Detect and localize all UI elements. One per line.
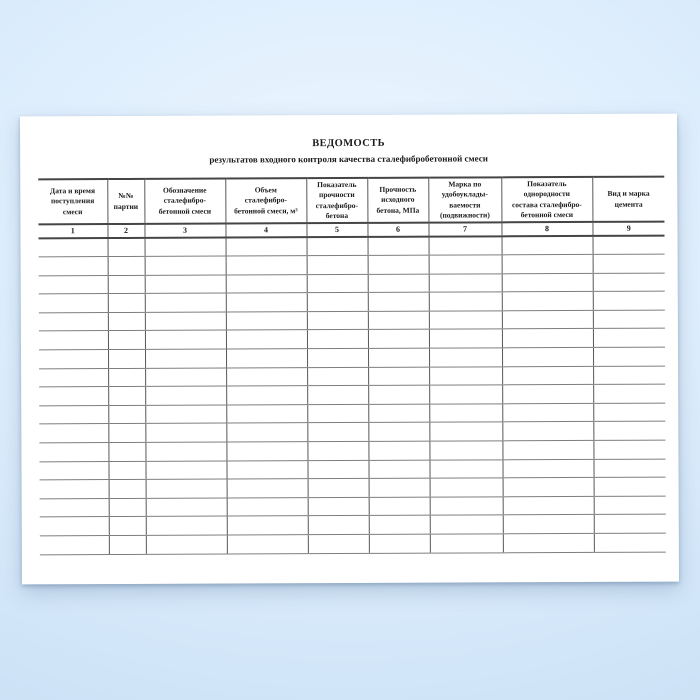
empty-cell-col1 <box>39 238 108 257</box>
empty-cell-col5 <box>307 386 368 405</box>
empty-cell-col6 <box>368 292 429 311</box>
empty-cell-col3 <box>146 535 227 554</box>
empty-cell-col9 <box>593 310 665 329</box>
column-header-5: Показатель прочности сталефибро- бетона <box>306 178 367 223</box>
empty-cell-col1 <box>39 257 108 276</box>
empty-cell-col8 <box>503 515 594 534</box>
column-number-3: 3 <box>144 224 225 238</box>
empty-cell-col7 <box>429 366 502 385</box>
empty-cell-col7 <box>429 385 502 404</box>
empty-cell-col2 <box>108 387 145 406</box>
empty-cell-col3 <box>145 238 226 257</box>
empty-cell-col8 <box>502 292 593 311</box>
column-header-3: Обозначение сталефибро- бетонной смеси <box>144 179 225 224</box>
column-number-7: 7 <box>428 222 501 236</box>
document-sheet <box>20 114 679 585</box>
empty-cell-col8 <box>502 236 593 255</box>
empty-cell-col6 <box>368 237 429 256</box>
empty-cell-col8 <box>502 255 593 274</box>
empty-cell-col2 <box>108 275 145 294</box>
table-row <box>40 533 666 554</box>
empty-cell-col8 <box>502 366 593 385</box>
empty-cell-col5 <box>307 348 368 367</box>
empty-cell-col9 <box>593 273 665 292</box>
empty-cell-col1 <box>39 405 108 424</box>
empty-cell-col8 <box>502 329 593 348</box>
empty-cell-col8 <box>502 422 593 441</box>
empty-cell-col9 <box>593 384 665 403</box>
empty-cell-col8 <box>502 440 593 459</box>
empty-cell-col6 <box>368 460 429 479</box>
empty-cell-col2 <box>108 368 145 387</box>
empty-cell-col7 <box>429 348 502 367</box>
empty-cell-col1 <box>39 387 108 406</box>
empty-cell-col4 <box>226 274 307 293</box>
column-header-4: Объем сталефибро- бетонной смеси, м³ <box>225 178 306 223</box>
empty-cell-col1 <box>39 275 108 294</box>
empty-cell-col2 <box>108 405 145 424</box>
empty-cell-col5 <box>308 479 369 498</box>
empty-cell-col5 <box>307 256 368 275</box>
empty-cell-col6 <box>368 423 429 442</box>
empty-cell-col1 <box>39 368 108 387</box>
empty-cell-col6 <box>369 497 430 516</box>
empty-cell-col4 <box>226 367 307 386</box>
empty-cell-col9 <box>593 440 665 459</box>
empty-cell-col1 <box>39 294 108 313</box>
empty-cell-col6 <box>368 348 429 367</box>
empty-cell-col7 <box>429 422 502 441</box>
empty-cell-col5 <box>307 330 368 349</box>
empty-cell-col1 <box>39 312 108 331</box>
empty-cell-col7 <box>429 441 502 460</box>
empty-cell-col4 <box>226 442 307 461</box>
empty-cell-col5 <box>307 274 368 293</box>
empty-cell-col4 <box>226 423 307 442</box>
empty-cell-col6 <box>369 478 430 497</box>
empty-cell-col5 <box>308 497 369 516</box>
empty-cell-col5 <box>307 237 368 256</box>
empty-cell-col9 <box>593 254 665 273</box>
column-header-1: Дата и время поступления смеси <box>38 179 107 224</box>
empty-cell-col9 <box>594 515 666 534</box>
empty-cell-col2 <box>108 238 145 257</box>
empty-cell-col9 <box>593 347 665 366</box>
empty-cell-col6 <box>368 404 429 423</box>
empty-cell-col5 <box>307 311 368 330</box>
empty-cell-col9 <box>593 366 665 385</box>
empty-cell-col5 <box>307 441 368 460</box>
empty-cell-col3 <box>145 368 226 387</box>
empty-cell-col3 <box>145 275 226 294</box>
column-header-6: Прочность исходного бетона, МПа <box>367 178 428 223</box>
empty-cell-col3 <box>145 386 226 405</box>
table-body <box>39 236 666 555</box>
empty-cell-col2 <box>109 517 146 536</box>
empty-cell-col4 <box>226 405 307 424</box>
column-number-2: 2 <box>107 224 144 238</box>
column-number-8: 8 <box>501 222 592 236</box>
empty-cell-col6 <box>368 255 429 274</box>
empty-cell-col4 <box>226 237 307 256</box>
empty-cell-col1 <box>40 480 109 499</box>
empty-cell-col1 <box>40 536 109 555</box>
empty-cell-col9 <box>593 291 665 310</box>
empty-cell-col4 <box>226 386 307 405</box>
empty-cell-col9 <box>594 496 666 515</box>
empty-cell-col4 <box>226 293 307 312</box>
empty-cell-col1 <box>39 424 108 443</box>
empty-cell-col2 <box>108 461 145 480</box>
empty-cell-col8 <box>502 403 593 422</box>
empty-cell-col7 <box>429 329 502 348</box>
empty-cell-col3 <box>146 516 227 535</box>
empty-cell-col7 <box>430 515 503 534</box>
column-header-9: Вид и марка цемента <box>592 177 664 222</box>
empty-cell-col9 <box>594 533 666 552</box>
column-header-2: №№ партии <box>107 179 144 224</box>
empty-cell-col4 <box>226 256 307 275</box>
empty-cell-col7 <box>430 497 503 516</box>
empty-cell-col4 <box>226 349 307 368</box>
empty-cell-col5 <box>307 460 368 479</box>
empty-cell-col3 <box>145 405 226 424</box>
column-header-8: Показатель однородности состава сталефибро- бетонной смеси <box>501 177 592 222</box>
header-row <box>38 177 664 225</box>
empty-cell-col3 <box>145 461 226 480</box>
empty-cell-col4 <box>227 516 308 535</box>
column-number-1: 1 <box>38 224 107 238</box>
empty-cell-col3 <box>145 312 226 331</box>
empty-cell-col8 <box>503 478 594 497</box>
empty-cell-col7 <box>429 274 502 293</box>
empty-cell-col3 <box>145 331 226 350</box>
column-header-7: Марка по удобоуклады- ваемости (подвижности) <box>428 177 501 222</box>
empty-cell-col9 <box>593 329 665 348</box>
empty-cell-col2 <box>108 256 145 275</box>
empty-cell-col4 <box>226 460 307 479</box>
empty-cell-col8 <box>502 310 593 329</box>
empty-cell-col1 <box>39 461 108 480</box>
empty-cell-col8 <box>502 273 593 292</box>
empty-cell-col9 <box>593 236 665 255</box>
empty-cell-col5 <box>307 367 368 386</box>
empty-cell-col7 <box>429 255 502 274</box>
empty-cell-col5 <box>307 293 368 312</box>
empty-cell-col5 <box>307 423 368 442</box>
empty-cell-col2 <box>108 312 145 331</box>
empty-cell-col4 <box>226 312 307 331</box>
empty-cell-col4 <box>227 479 308 498</box>
document-title: ВЕДОМОСТЬ <box>312 137 385 150</box>
empty-cell-col3 <box>146 498 227 517</box>
empty-cell-col6 <box>368 385 429 404</box>
empty-cell-col6 <box>368 330 429 349</box>
column-number-9: 9 <box>592 222 664 236</box>
empty-cell-col2 <box>109 535 146 554</box>
empty-cell-col7 <box>429 459 502 478</box>
empty-cell-col2 <box>109 480 146 499</box>
empty-cell-col3 <box>145 423 226 442</box>
empty-cell-col3 <box>145 349 226 368</box>
empty-cell-col8 <box>502 348 593 367</box>
empty-cell-col5 <box>307 404 368 423</box>
empty-cell-col6 <box>369 516 430 535</box>
column-number-5: 5 <box>306 223 367 237</box>
empty-cell-col6 <box>369 534 430 553</box>
empty-cell-col7 <box>430 534 503 553</box>
empty-cell-col9 <box>593 459 665 478</box>
empty-cell-col9 <box>593 422 665 441</box>
empty-cell-col5 <box>308 534 369 553</box>
empty-cell-col4 <box>227 535 308 554</box>
empty-cell-col2 <box>108 331 145 350</box>
empty-cell-col2 <box>108 294 145 313</box>
empty-cell-col3 <box>145 256 226 275</box>
empty-cell-col6 <box>368 274 429 293</box>
column-number-4: 4 <box>225 223 306 237</box>
empty-cell-col1 <box>39 331 108 350</box>
empty-cell-col2 <box>108 442 145 461</box>
column-number-6: 6 <box>367 223 428 237</box>
empty-cell-col6 <box>368 367 429 386</box>
empty-cell-col1 <box>40 498 109 517</box>
empty-cell-col7 <box>429 311 502 330</box>
empty-cell-col7 <box>429 292 502 311</box>
empty-cell-col2 <box>109 498 146 517</box>
empty-cell-col2 <box>108 349 145 368</box>
empty-cell-col8 <box>502 385 593 404</box>
empty-cell-col7 <box>430 478 503 497</box>
empty-cell-col9 <box>593 403 665 422</box>
empty-cell-col3 <box>145 442 226 461</box>
empty-cell-col8 <box>503 496 594 515</box>
empty-cell-col1 <box>40 517 109 536</box>
results-table <box>38 176 666 555</box>
empty-cell-col4 <box>226 330 307 349</box>
empty-cell-col1 <box>39 443 108 462</box>
empty-cell-col7 <box>429 404 502 423</box>
empty-cell-col6 <box>368 441 429 460</box>
document-subtitle: результатов входного контроля качества сталефибробетонной смеси <box>209 153 488 165</box>
empty-cell-col8 <box>502 459 593 478</box>
empty-cell-col3 <box>145 293 226 312</box>
empty-cell-col2 <box>108 424 145 443</box>
empty-cell-col6 <box>368 311 429 330</box>
empty-cell-col4 <box>227 497 308 516</box>
empty-cell-col3 <box>146 479 227 498</box>
empty-cell-col1 <box>39 350 108 369</box>
empty-cell-col9 <box>594 477 666 496</box>
empty-cell-col8 <box>503 533 594 552</box>
empty-cell-col7 <box>429 236 502 255</box>
empty-cell-col5 <box>308 516 369 535</box>
